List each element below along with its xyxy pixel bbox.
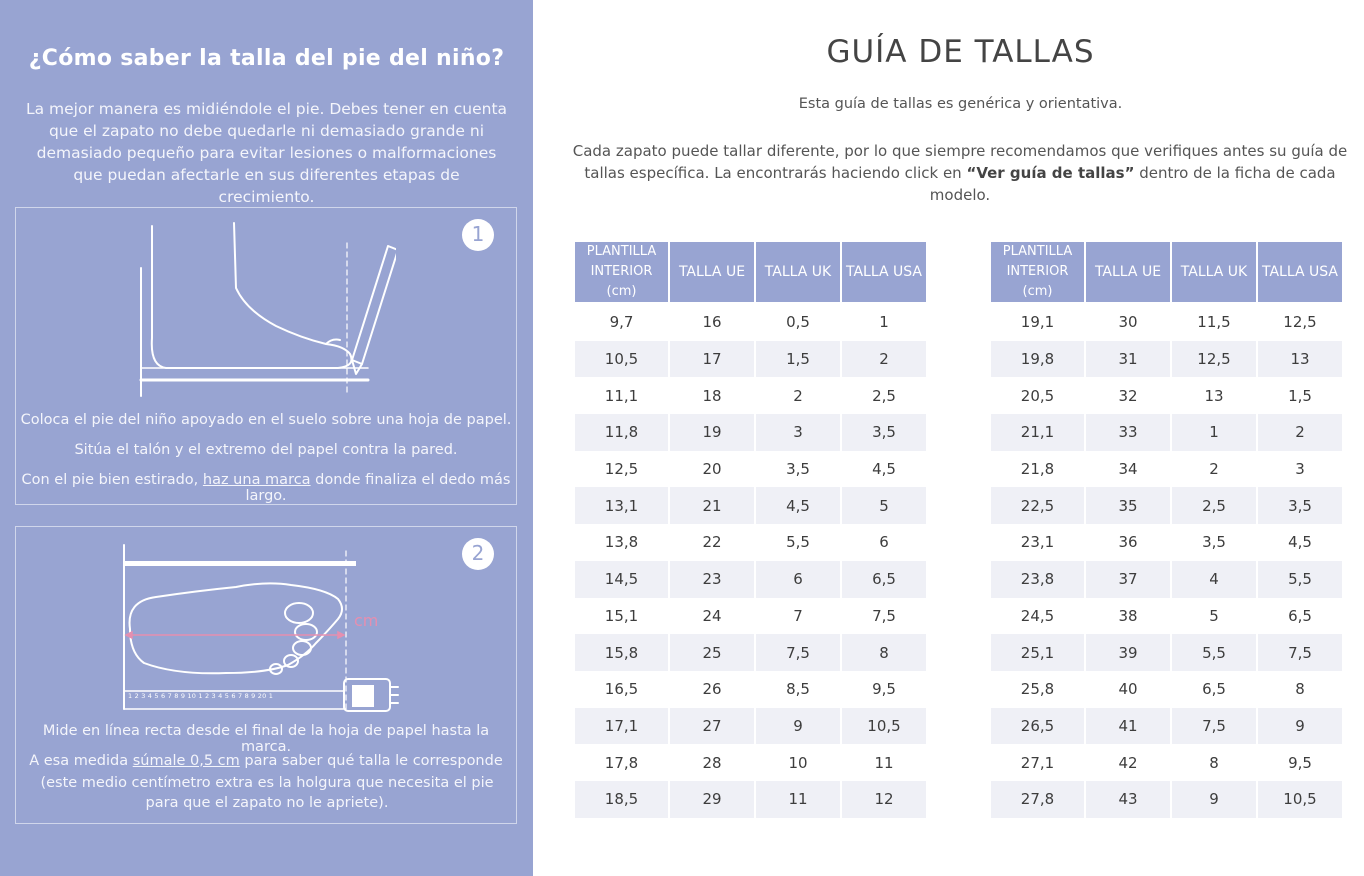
size-table-left <box>573 242 928 818</box>
table-row <box>575 524 926 561</box>
page-title: GUÍA DE TALLAS <box>826 34 1095 70</box>
ruler-numbers: 1 2 3 4 5 6 7 8 9 10 1 2 3 4 5 6 7 8 9 20 1 <box>128 692 274 700</box>
header-eu: TALLA UE <box>670 242 754 304</box>
cell-usa: 2 <box>1258 414 1342 451</box>
cell-uk: 0,5 <box>786 313 810 332</box>
cell-eu: 36 <box>1118 533 1138 552</box>
step-1-number: 1 <box>462 219 494 251</box>
cell-usa: 5,5 <box>1258 561 1342 598</box>
cell-uk: 13 <box>1204 386 1224 405</box>
cell-uk: 12,5 <box>1172 341 1256 378</box>
cell-usa: 11 <box>874 753 894 772</box>
table-row <box>575 598 926 635</box>
cell-eu: 17 <box>670 341 754 378</box>
table-row <box>575 487 926 524</box>
table-row <box>575 561 926 598</box>
cell-insole: 16,5 <box>604 680 639 699</box>
cell-insole: 25,1 <box>991 634 1084 671</box>
cell-usa: 6 <box>879 533 889 552</box>
table-row <box>991 377 1342 414</box>
table-row <box>575 634 926 671</box>
table-row <box>575 341 926 378</box>
cell-insole: 26,5 <box>991 708 1084 745</box>
cell-uk: 7 <box>793 606 803 625</box>
table-row <box>991 781 1342 818</box>
cell-uk: 7,5 <box>1172 708 1256 745</box>
table-row <box>575 304 926 341</box>
header-uk: TALLA UK <box>756 242 840 304</box>
cell-insole: 27,8 <box>991 781 1084 818</box>
cell-eu: 30 <box>1118 313 1138 332</box>
note-text-pre: Cada zapato puede tallar diferente, por lo que siempre recomendamos que verifiques antes su guía de tallas específica. La encontrarás haciendo click en <box>572 142 1348 182</box>
cell-uk: 9 <box>1172 781 1256 818</box>
table-row <box>991 414 1342 451</box>
table-row <box>575 671 926 708</box>
cell-eu: 29 <box>670 781 754 818</box>
cell-eu: 22 <box>702 533 722 552</box>
page-subtitle: Esta guía de tallas es genérica y orientativa. <box>798 96 1123 112</box>
cell-uk: 3,5 <box>1202 533 1226 552</box>
cell-uk: 2 <box>793 386 803 405</box>
cell-eu: 25 <box>670 634 754 671</box>
header-usa: TALLA USA <box>1258 242 1342 304</box>
cell-insole: 11,8 <box>575 414 668 451</box>
cell-insole: 21,1 <box>991 414 1084 451</box>
table-row <box>991 487 1342 524</box>
table-row <box>991 598 1342 635</box>
cell-usa: 7,5 <box>872 606 896 625</box>
cell-usa: 3,5 <box>1258 487 1342 524</box>
note-text-bold: “Ver guía de tallas” <box>966 164 1135 182</box>
cell-usa: 5 <box>842 487 926 524</box>
cell-eu: 34 <box>1118 460 1138 479</box>
cell-eu: 41 <box>1086 708 1170 745</box>
cell-insole: 15,1 <box>604 606 639 625</box>
cell-usa: 13 <box>1258 341 1342 378</box>
add-half-cm-link: súmale 0,5 cm <box>132 753 240 769</box>
cell-usa: 7,5 <box>1258 634 1342 671</box>
cell-insole: 23,8 <box>991 561 1084 598</box>
cell-eu: 43 <box>1086 781 1170 818</box>
step-1-line-2: Sitúa el talón y el extremo del papel contra la pared. <box>74 442 458 458</box>
table-row <box>991 451 1342 488</box>
cell-usa: 10,5 <box>1258 781 1342 818</box>
table-row <box>991 634 1342 671</box>
table-row <box>991 708 1342 745</box>
panel-intro: La mejor manera es midiéndole el pie. Debes tener en cuenta que el zapato no debe quedarle ni demasiado grande ni demasiado pequeño para evitar lesiones o malformaciones que puedan afectarle en sus diferentes etapas de crecimiento. <box>25 100 508 206</box>
cell-eu: 27 <box>670 708 754 745</box>
step-2-line-2-pre: A esa medida <box>29 753 133 769</box>
cell-usa: 12 <box>842 781 926 818</box>
cell-eu: 18 <box>702 386 722 405</box>
cell-insole: 23,1 <box>1020 533 1055 552</box>
step-2-line-1: Mide en línea recta desde el final de la hoja de papel hasta la marca. <box>42 723 490 755</box>
cell-insole: 22,5 <box>991 487 1084 524</box>
cell-usa: 9,5 <box>872 680 896 699</box>
step-2-number: 2 <box>462 538 494 570</box>
cell-uk: 3 <box>756 414 840 451</box>
cell-usa: 2,5 <box>872 386 896 405</box>
cell-usa: 10,5 <box>842 708 926 745</box>
cell-uk: 7,5 <box>756 634 840 671</box>
cell-usa: 6,5 <box>1288 606 1312 625</box>
step-1-line-3-post: donde finaliza el dedo más largo. <box>245 472 511 504</box>
cm-label: cm <box>354 611 379 630</box>
cell-usa: 1 <box>879 313 889 332</box>
table-row <box>991 671 1342 708</box>
table-row <box>575 744 926 781</box>
table-header-row <box>575 242 926 304</box>
foot-on-paper-illustration <box>126 218 396 398</box>
table-row <box>991 304 1342 341</box>
cell-usa: 3,5 <box>842 414 926 451</box>
cell-uk: 2,5 <box>1172 487 1256 524</box>
cell-insole: 19,1 <box>1020 313 1055 332</box>
cell-uk: 5,5 <box>1172 634 1256 671</box>
cell-eu: 35 <box>1086 487 1170 524</box>
cell-eu: 37 <box>1086 561 1170 598</box>
table-row <box>991 744 1342 781</box>
cell-uk: 11,5 <box>1197 313 1231 332</box>
cell-uk: 1,5 <box>756 341 840 378</box>
step-2-line-2-post: para saber qué talla le corresponde <box>239 753 503 769</box>
cell-eu: 28 <box>702 753 722 772</box>
cell-insole: 17,1 <box>575 708 668 745</box>
table-row <box>991 561 1342 598</box>
cell-eu: 21 <box>670 487 754 524</box>
panel-heading: ¿Cómo saber la talla del pie del niño? <box>28 46 505 71</box>
cell-uk: 4 <box>1172 561 1256 598</box>
cell-insole: 13,8 <box>604 533 639 552</box>
step-1-line-3-pre: Con el pie bien estirado, <box>21 472 203 488</box>
cell-uk: 11 <box>756 781 840 818</box>
header-uk: TALLA UK <box>1172 242 1256 304</box>
cell-eu: 42 <box>1118 753 1138 772</box>
cell-usa: 8 <box>1295 680 1305 699</box>
note-text-post: dentro de la ficha de cada modelo. <box>929 164 1336 204</box>
cell-insole: 11,1 <box>604 386 639 405</box>
header-eu: TALLA UE <box>1086 242 1170 304</box>
cell-usa: 4,5 <box>872 460 896 479</box>
cell-usa: 8 <box>842 634 926 671</box>
cell-usa: 2 <box>842 341 926 378</box>
table-row <box>991 524 1342 561</box>
cell-insole: 14,5 <box>575 561 668 598</box>
cell-insole: 9,7 <box>609 313 634 332</box>
cell-eu: 16 <box>702 313 722 332</box>
cell-insole: 10,5 <box>575 341 668 378</box>
cell-usa: 9 <box>1258 708 1342 745</box>
cell-insole: 17,8 <box>604 753 639 772</box>
table-row <box>575 708 926 745</box>
size-guide-note <box>560 140 1360 206</box>
cell-uk: 5 <box>1209 606 1219 625</box>
how-to-measure-panel <box>0 0 533 876</box>
cell-eu: 26 <box>702 680 722 699</box>
table-header-row <box>991 242 1342 304</box>
cell-uk: 2 <box>1209 460 1219 479</box>
step-1-line-3 <box>16 472 516 504</box>
cell-uk: 5,5 <box>786 533 810 552</box>
cell-insole: 15,8 <box>575 634 668 671</box>
header-insole: PLANTILLA INTERIOR (cm) <box>991 242 1084 304</box>
cell-usa: 3 <box>1295 460 1305 479</box>
cell-insole: 12,5 <box>604 460 639 479</box>
cell-usa: 9,5 <box>1288 753 1312 772</box>
cell-usa: 6,5 <box>842 561 926 598</box>
cell-insole: 24,5 <box>1020 606 1055 625</box>
cell-eu: 40 <box>1118 680 1138 699</box>
cell-uk: 6 <box>756 561 840 598</box>
cell-eu: 24 <box>702 606 722 625</box>
step-1-box <box>15 207 517 505</box>
step-2-box <box>15 526 517 824</box>
step-2-line-2 <box>16 753 516 769</box>
step-1-line-1: Coloca el pie del niño apoyado en el suelo sobre una hoja de papel. <box>20 412 512 428</box>
cell-eu: 39 <box>1086 634 1170 671</box>
cell-insole: 18,5 <box>575 781 668 818</box>
table-row <box>575 781 926 818</box>
cell-uk: 10 <box>788 753 808 772</box>
header-insole: PLANTILLA INTERIOR (cm) <box>575 242 668 304</box>
cell-uk: 4,5 <box>756 487 840 524</box>
cell-insole: 20,5 <box>1020 386 1055 405</box>
cell-insole: 13,1 <box>575 487 668 524</box>
cell-eu: 38 <box>1118 606 1138 625</box>
cell-eu: 33 <box>1086 414 1170 451</box>
cell-uk: 8 <box>1209 753 1219 772</box>
table-row <box>575 377 926 414</box>
table-row <box>575 414 926 451</box>
cell-usa: 4,5 <box>1288 533 1312 552</box>
cell-uk: 3,5 <box>786 460 810 479</box>
cell-usa: 1,5 <box>1288 386 1312 405</box>
size-table-right <box>989 242 1344 818</box>
cell-eu: 19 <box>670 414 754 451</box>
table-row <box>991 341 1342 378</box>
cell-insole: 27,1 <box>1020 753 1055 772</box>
header-usa: TALLA USA <box>842 242 926 304</box>
cell-usa: 12,5 <box>1283 313 1317 332</box>
cell-insole: 21,8 <box>1020 460 1055 479</box>
cell-insole: 19,8 <box>991 341 1084 378</box>
cell-insole: 25,8 <box>1020 680 1055 699</box>
cell-uk: 8,5 <box>786 680 810 699</box>
cell-uk: 9 <box>756 708 840 745</box>
cell-eu: 31 <box>1086 341 1170 378</box>
cell-eu: 20 <box>702 460 722 479</box>
cell-uk: 6,5 <box>1202 680 1226 699</box>
cell-eu: 23 <box>670 561 754 598</box>
make-mark-link: haz una marca <box>202 472 311 488</box>
table-row <box>575 451 926 488</box>
cell-uk: 1 <box>1172 414 1256 451</box>
cell-eu: 32 <box>1118 386 1138 405</box>
step-2-line-3: (este medio centímetro extra es la holgura que necesita el pie para que el zapato no le apriete). <box>40 775 494 811</box>
